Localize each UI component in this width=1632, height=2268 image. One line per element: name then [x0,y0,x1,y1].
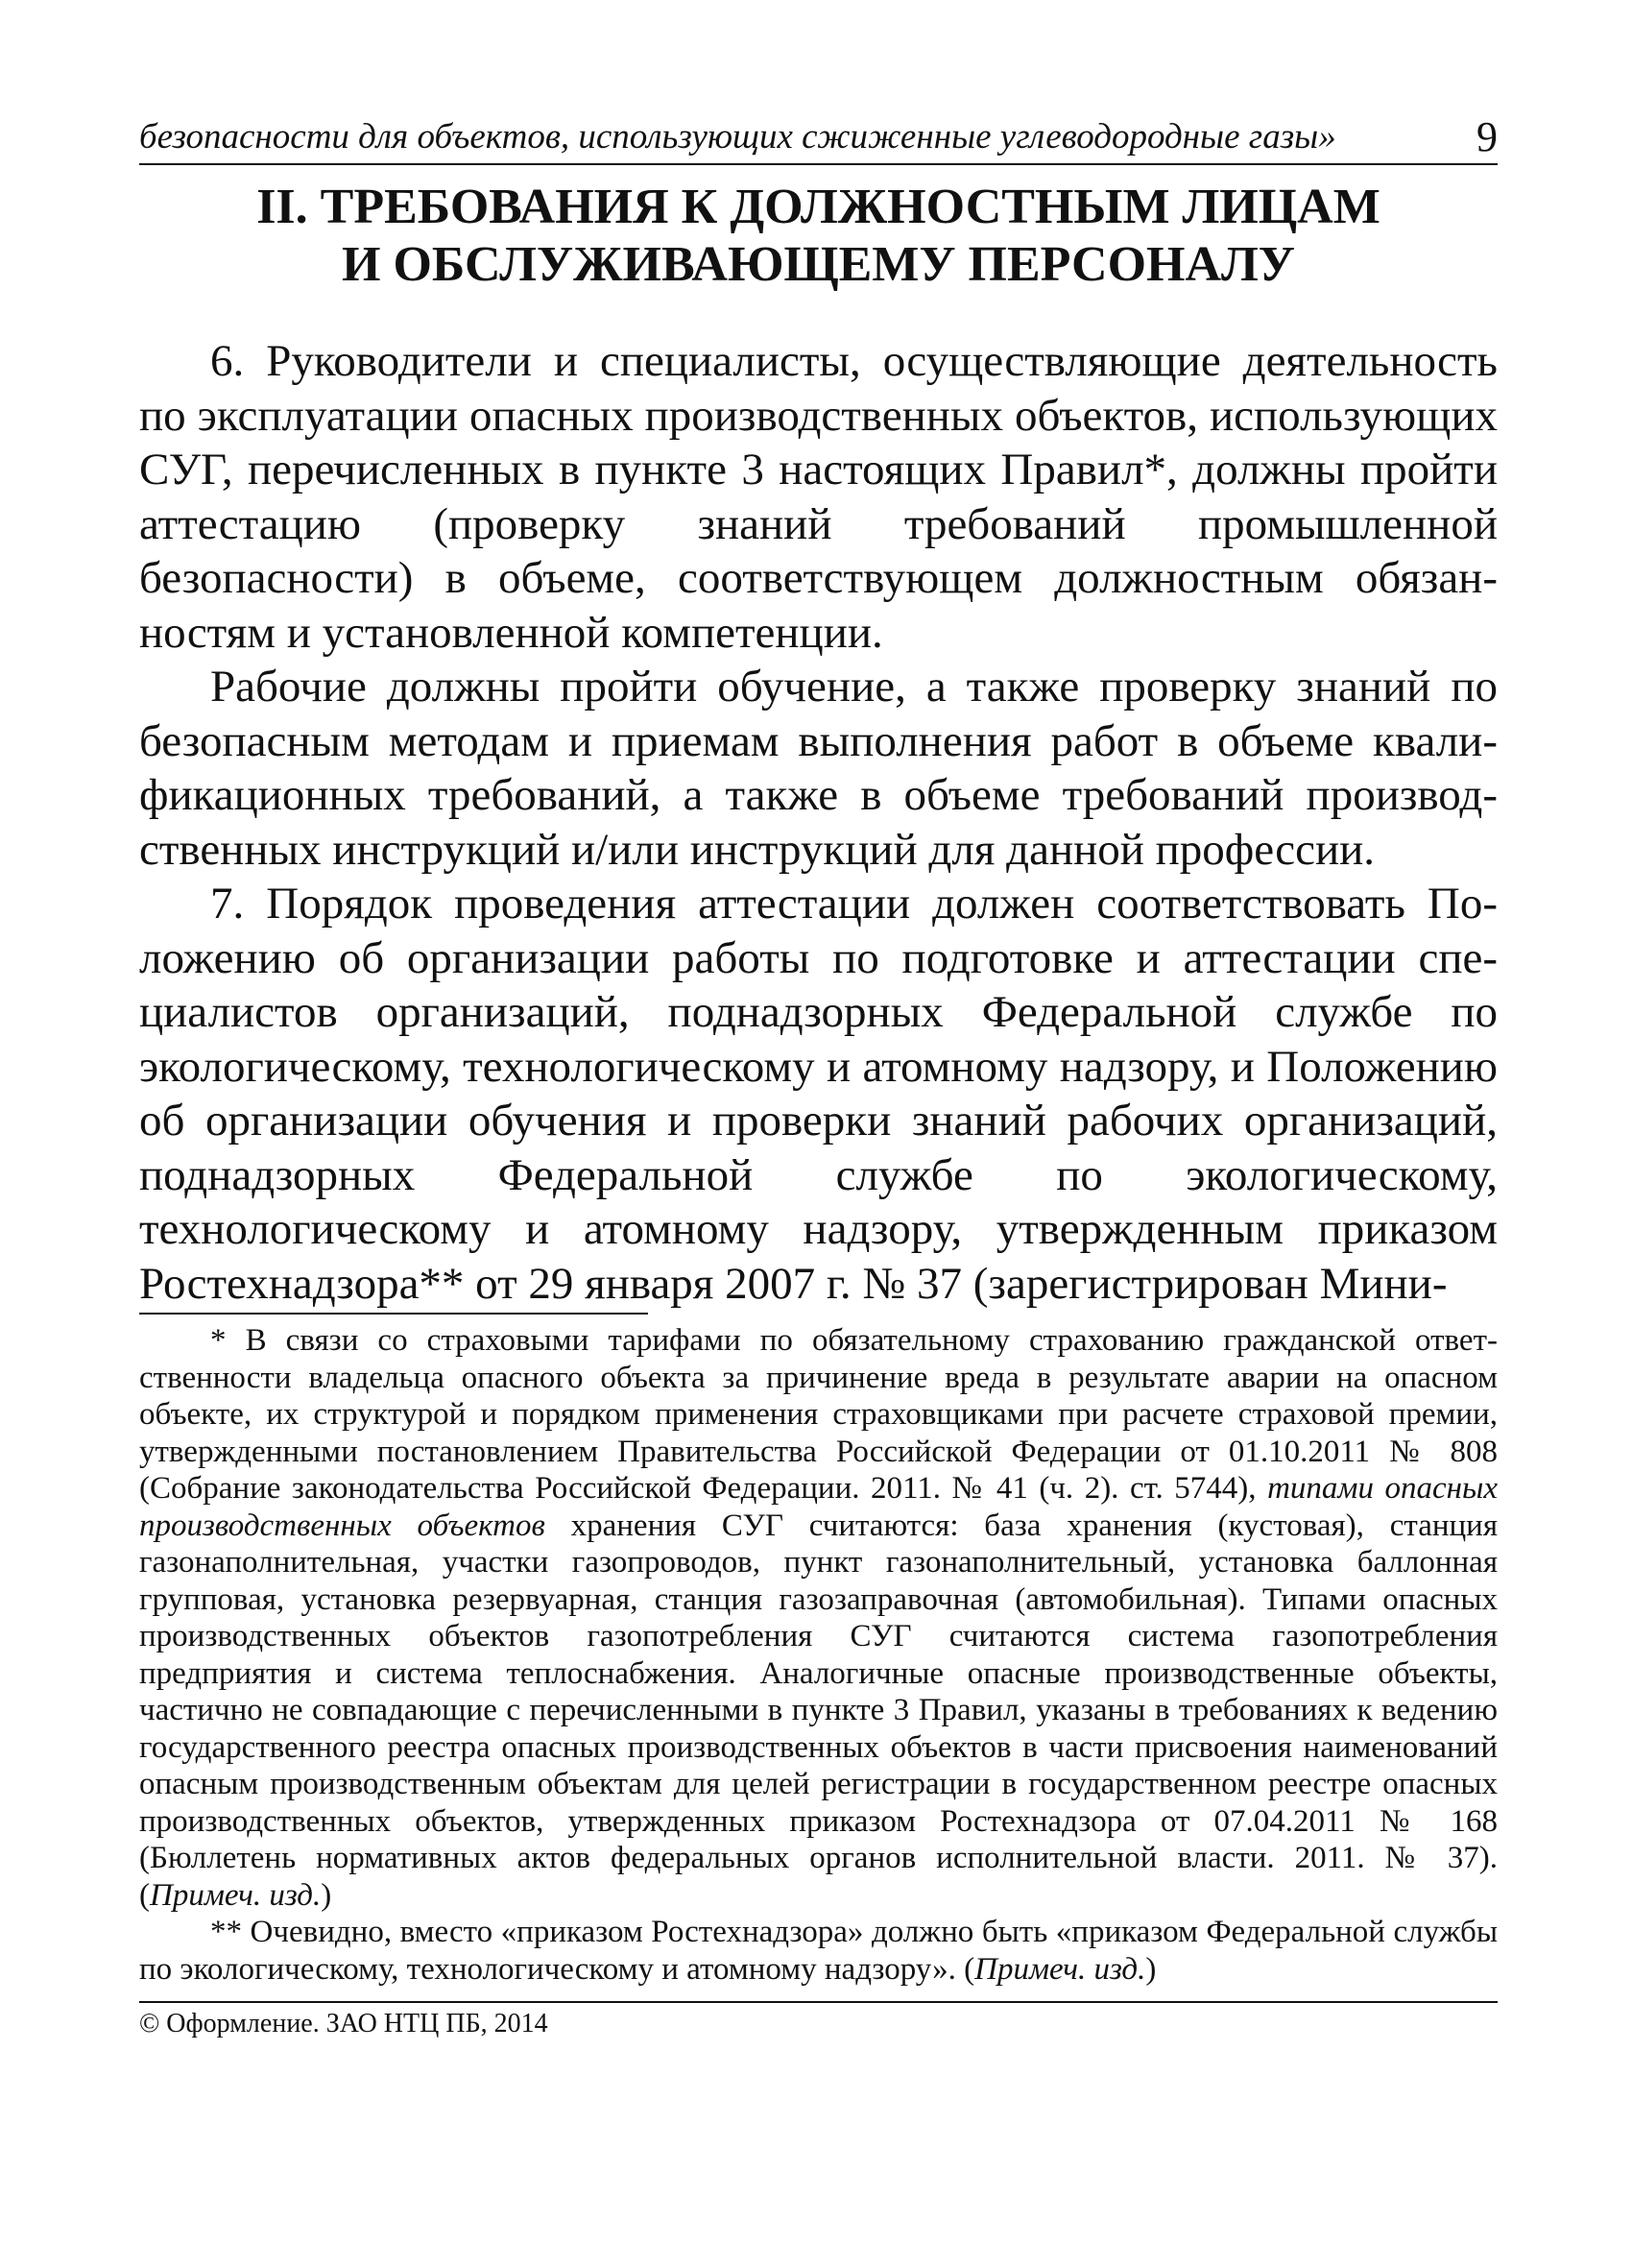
section-title [139,179,1498,294]
footnotes [139,1322,1498,1988]
paragraph-workers: Рабочие должны пройти обучение, а также проверку знаний по безопасным методам и приемам выполнения работ в объеме квалификационных требований, а также в объеме требований производственных инструкций и/или инструкций для данной профессии. [139,662,1498,875]
document-page [139,115,1498,2041]
footnote-1-text-a: * В связи со страховыми тарифами по обязательному страхованию гражданской ответственности владельца опасного объекта за причинение вреда в результате аварии на опасном объекте, их структурой и порядком применения страховщиками при расчете страховой премии, утвержденными постановлением Правительства Российской Федерации от 01.10.2011 № 808 (Собрание законодательства Российской Федерации. 2011. № 41 (ч. 2). ст. 5744), [139,1323,1498,1506]
copyright-line: © Оформление. ЗАО НТЦ ПБ, 2014 [139,2009,548,2039]
footnote-1 [139,1322,1498,1914]
footnote-separator [139,1313,648,1315]
section-title-line-1: II. ТРЕБОВАНИЯ К ДОЛЖНОСТНЫМ ЛИЦАМ [256,180,1380,234]
running-title: безопасности для объектов, использующих сжиженные углеводородные газы» [139,117,1336,157]
running-header [139,115,1498,165]
paragraph-6: 6. Руководители и специалисты, осуществляющие деятельность по эксплуатации опасных производственных объектов, использующих СУГ, перечисленных в пункте 3 настоящих Правил*, должны пройти аттестацию (проверку знаний требований промышленной безопасности) в объеме, соответствующем должностным обязанностям и установленной компетенции. [139,336,1498,658]
footnote-1-text-b: хранения СУГ считаются: база хранения (кустовая), станция газонаполнительная, участки газопроводов, пункт газонаполнительный, установка баллонная групповая, установка резервуарная, станция газозаправочная (автомобильная). Типами опасных производственных объектов газопотребления СУГ считаются система газопотребления предприятия и система теплоснабжения. Аналогичные опасные производственные объекты, частично не совпадающие с перечисленными в пункте 3 Правил, указаны в требованиях к ведению государственного реестра опасных производственных объектов в части присвоения наименований опасным производственным объектам для целей регистрации в государственном реестре опасных производственных объектов, утвержденных приказом Ростехнадзора от 07.04.2011 № 168 (Бюллетень нормативных актов федеральных органов исполнительной власти. 2011. № 37). ( [139,1508,1498,1913]
footnote-2-close: ) [1145,1951,1157,1987]
footnote-2-text: ** Очевидно, вместо «приказом Ростехнадзора» должно быть «приказом Федеральной службы по экологическому, технологическому и атомному надзору». ( [139,1915,1498,1987]
body-text [139,334,1498,1311]
footnote-2-editor-note: Примеч. изд. [974,1951,1146,1987]
page-number: 9 [1476,113,1498,160]
footnote-1-close: ) [321,1877,332,1913]
footnote-1-italic: типами опасных производственных объектов [139,1471,1499,1543]
footnote-2 [139,1914,1498,1988]
section-title-line-2: И ОБСЛУЖИВАЮЩЕМУ ПЕРСОНАЛУ [342,237,1295,292]
footnote-1-editor-note: Примеч. изд. [150,1877,322,1913]
paragraph-7: 7. Порядок проведения аттестации должен соответствовать Положению об организации работы по подготовке и аттестации специалистов организаций, поднадзорных Федеральной службе по экологическому, технологическому и атомному надзору, и Положению об организации обучения и проверки знаний рабочих организаций, поднадзорных Федеральной службе по экологическому, технологическому и атомному надзору, утвержденным приказом Ростехнадзора** от 29 января 2007 г. № 37 (зарегистрирован Мини- [139,879,1498,1309]
